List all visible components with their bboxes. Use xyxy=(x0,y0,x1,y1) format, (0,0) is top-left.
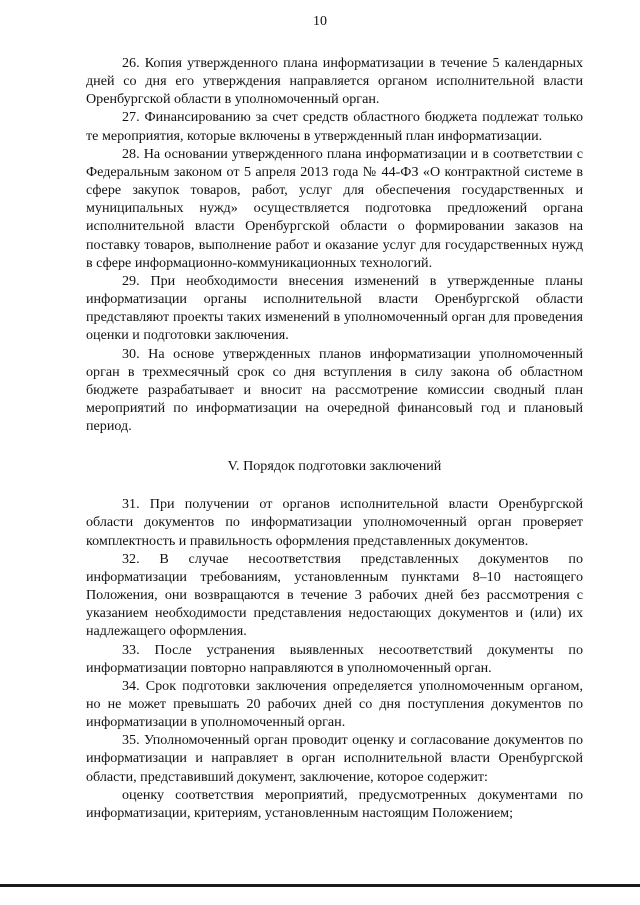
paragraph-29: 29. При необходимости внесения изменений в утвержденные планы информатизации органы исполнительной власти Оренбургской области представляют проекты таких изменений в уполномоченный орган для проведения оценки и подготовки заключения. xyxy=(86,272,583,344)
document-body xyxy=(86,54,583,822)
paragraph-33: 33. После устранения выявленных несоответствий документы по информатизации повторно направляются в уполномоченный орган. xyxy=(86,641,583,676)
paragraph-31: 31. При получении от органов исполнительной власти Оренбургской области документов по информатизации уполномоченный орган проверяет комплектность и правильность оформления представленных документов. xyxy=(86,496,583,549)
paragraph-32: 32. В случае несоответствия представленных документов по информатизации требованиям, установленным пунктами 8–10 настоящего Положения, они возвращаются в течение 3 рабочих дней без рассмотрения с указанием необходимости представления недостающих документов и (или) их надлежащего оформления. xyxy=(86,550,583,640)
paragraph-35: 35. Уполномоченный орган проводит оценку и согласование документов по информатизации и направляет в орган исполнительной власти Оренбургской области, представивший документ, заключение, которое содержит: xyxy=(86,732,583,785)
paragraph-34: 34. Срок подготовки заключения определяется уполномоченным органом, но не может превышать 20 рабочих дней со дня поступления документов по информатизации в уполномоченный орган. xyxy=(86,677,583,731)
section-heading: V. Порядок подготовки заключений xyxy=(227,458,442,475)
page-bottom-rule xyxy=(0,884,640,887)
paragraph-35-item: оценку соответствия мероприятий, предусмотренных документами по информатизации, критериям, установленным настоящим Положением; xyxy=(86,786,583,821)
paragraph-30: 30. На основе утвержденных планов информатизации уполномоченный орган в трехмесячный срок со дня вступления в силу закона об областном бюджете разрабатывает и вносит на рассмотрение комиссии сводный план мероприятий по информатизации на очередной финансовый год и плановый период. xyxy=(86,345,583,435)
page-number: 10 xyxy=(313,14,327,29)
paragraph-26: 26. Копия утвержденного плана информатизации в течение 5 календарных дней со дня его утверждения направляется органом исполнительной власти Оренбургской области в уполномоченный орган. xyxy=(86,55,583,108)
paragraph-28: 28. На основании утвержденного плана информатизации и в соответствии с Федеральным законом от 5 апреля 2013 года № 44-ФЗ «О контрактной системе в сфере закупок товаров, работ, услуг для обеспечения государственных и муниципальных нужд» осуществляется подготовка предложений органа исполнительной власти Оренбургской области о формировании заказов на поставку товаров, выполнение работ и оказание услуг для государственных нужд в сфере информационно-коммуникационных технологий. xyxy=(86,145,583,271)
paragraph-27: 27. Финансированию за счет средств областного бюджета подлежат только те мероприятия, которые включены в утвержденный план информатизации. xyxy=(86,109,583,144)
